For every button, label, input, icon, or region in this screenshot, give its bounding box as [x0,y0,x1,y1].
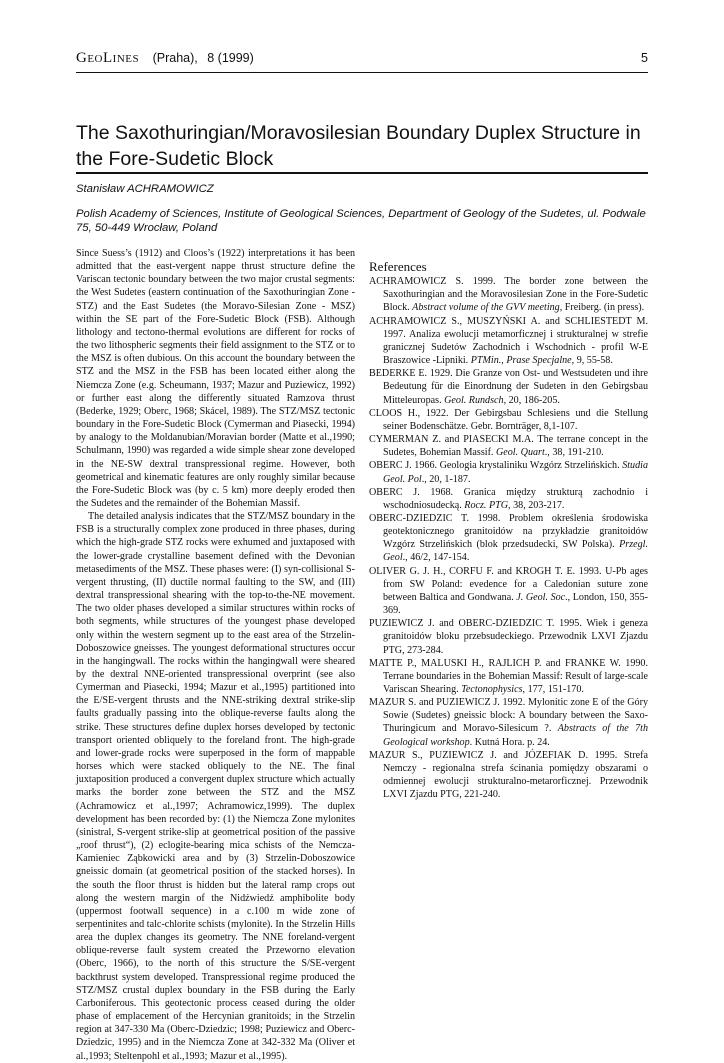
reference-details: ., 46/2, 147-154. [402,552,470,564]
reference-source: Rocz. PTG [464,499,509,511]
reference-text: OBERC J. 1968. Granica między strukturą zachodnio i wschodniosudecką. [369,486,648,511]
reference-text: OBERC-DZIEDZIC T. 1998. Problem określenia środowiska geotektonicznego granitoidów na przykładzie granitoidów Wzgórz Strzelińskich (blok przedsudecki, SW Polska). [369,512,648,551]
reference-text: ACHRAMOWICZ S., MUSZYŃSKI A. and SCHLIESTEDT M. 1997. Analiza ewolucji metamorficznej i strukturalnej w strefie granicznej Sudetów Zachodnich i Wschodnich - profil W-E Braszowice -Lipniki. [369,315,648,367]
reference-details: ., 38, 191-210. [544,447,604,459]
reference-details: ., London, 150, 355-369. [383,591,648,617]
reference-item [369,315,648,368]
reference-item [369,459,648,485]
reference-item [369,512,648,565]
reference-item [369,407,648,433]
body-paragraph-1: Since Suess’s (1912) and Cloos’s (1922) interpretations it has been admitted that the east-vergent nappe thrust structure define the Variscan tectonic boundary between the two major crustal segments: the West Sudetes (eastern continuation of the Saxothuringian Zone - STZ) and the East Sudetes (the Moravo-Silesian Zone - MSZ) within the SE part of the Fore-Sudetic Block (FSB). Although lithology and tectono-thermal evolutions are different for rocks of the two lithospheric segments their field assignment to the STZ or to the MSZ is often dubious. On this account the boundary between the STZ and the MSZ in the FSB has been located either along the Niemcza Zone (e.g. Scheumann, 1937; Mazur and Puziewicz, 1992) or further east along the differently situated Ramzova thrust (Bederke, 1929; Oberc, 1968; Skácel, 1989). The STZ/MSZ tectonic boundary in the Fore-Sudetic Block (Cymerman and Piasecki, 1994) by analogy to the Moldanubian/Moravian border (Matte et al.,1990; Schulmann, 1990) was regarded a wide simple shear zone developed in the NE-SW dextral transpressional regime. However, both geometrical and kinematic features are only roughly similar because the Fore-Sudetic Block was (by c. 5 km) more deeply eroded then the Sudetes and the remainder of the Bohemian Massif. [76,248,355,509]
reference-item [369,486,648,512]
title-rule [76,172,648,174]
reference-item [369,696,648,749]
running-head [76,50,648,70]
journal-issue: 8 (1999) [207,51,254,65]
page-number: 5 [641,51,648,65]
reference-source: Geol. Quart [495,447,545,459]
reference-details: , 9, 55-58. [571,355,613,367]
reference-list [369,275,648,801]
reference-item [369,367,648,406]
reference-details: , 20, 186-205. [503,394,560,406]
article-title: The Saxothuringian/Moravosilesian Boundary Duplex Structure in the Fore-Sudetic Block [76,122,641,170]
reference-details: , 177, 151-170. [522,684,584,695]
reference-text: CLOOS H., 1922. Der Gebirgsbau Schlesiens und die Stellung seiner Bodenschätze. Gebr. Bornträger, 8,1-107. [369,407,648,432]
body-paragraph-2: The detailed analysis indicates that the STZ/MSZ boundary in the FSB is a structurally complex zone produced in three phases, during which the high-grade STZ rocks were exhumed and juxtaposed with the lower-grade crystalline basement defined with the Devonian metasediments of the MSZ. These phases were: (I) syn-collisional S-vergent thrusting, (II) ductile normal faulting to the SW, and (III) dextral transpressional shearing with the top-to-the-NE movement. The two older phases developed a similar structures within rocks of both segments, while structures of the youngest phase developed only within the western segment up to the east area of the Strzelin-Doboszowice gneisses. The youngest deformational structures occur in the hangingwall. The rocks within the hangingwall were sheared by the dextral NNE-oriented transpressional overprint (see also Cymerman and Piasecki, 1994; Mazur et al.,1995) partitioned into the E/SE-vergent thrusts and the NNE-striking dextral strike-slip faults gradually passing into the oblique-reverse faults along the strike. These structures define duplex horses developed by tectonic transport oriented obliquely to the foreland front. The high-grade and lower-grade rocks were superposed in the form of mappable horses which were stacked obliquely to the NE. The final juxtaposition produced a convergent duplex structure which actually marks the border zone between the STZ and the MSZ (Achramowicz et al.,1997; Achramowicz,1999). The duplex development has been recorded by: (1) the Niemcza Zone mylonites (sinistral, S-vergent strike-slip at geometrical position of the passive „roof thrust“), (2) eclogite-bearing mica schists of the Nemcza-Kamieniec Ząbkowicki area and by (3) Strzelin-Doboszowice gneissic domain (at geometrical position of the stacked horses). In the south the floor thrust is hidden but the lateral ramp crops out along the western margin of the Nidźwiedź amphibolite body (uppermost footwall sequence) in a c.100 m wide zone of serpentinites and talc-chlorite schists (mylonite). In the Strzelin Hills area the duplex changes its geometry. The NNE foreland-vergent oblique-reverse fault system created the Przeworno elevation (Oberc, 1966), to the north of this structure the S/SE-vergent backthrust system developed. Transpressional regime produced the STZ/MSZ crustal duplex boundary in the FSB during the Early Carboniferous. This geotectonic process ceased during the older phase of emplacement of the Hercynian granitoids; in the Strzelin region at 347-330 Ma (Oberc-Dziedzic; 1998; Puziewicz and Oberc-Dziedzic, 1995) and in the Niemcza Zone at 342-332 Ma (Oliver et al.,1993; Steltenpohl et al.,1993; Mazur et al.,1995). [76,511,355,1062]
reference-text: BEDERKE E. 1929. Die Granze von Ost- und Westsudeten und ihre Bedeutung für die Einordnung der Sudeten in den Gebirgsbau Mitteleuropas. [369,368,648,406]
references-heading: References [369,259,427,274]
reference-text: MAZUR S., PUZIEWICZ J. and JÓZEFIAK D. 1995. Strefa Nemczy - regionalna strefa ścinania pomiędzy obszarami o odmiennej ewolucji strukturalno-metarorficznej. Przewodnik LXVI Zjazdu PTG, 221-240. [369,749,648,801]
reference-item [369,433,648,459]
journal-city: (Praha), [152,51,198,65]
body-column-right [369,247,648,801]
reference-source: PTMin., Prase Specjalne [470,355,572,367]
reference-source: Przegl. Geol [383,539,648,564]
reference-text: ACHRAMOWICZ S. 1999. The border zone between the Saxothuringian and the Moravosilesian Zone in the Fore-Sudetic Block. [369,276,648,314]
reference-item [369,749,648,802]
reference-source: Geol. Rundsch [444,394,504,406]
reference-details: . Kutná Hora. p. 24. [469,736,550,748]
body-column-left [76,247,355,1063]
reference-item [369,657,648,696]
reference-source: Tectonophysics [461,684,523,695]
author-name: Stanisław ACHRAMOWICZ [76,183,214,195]
reference-source: Abstract volume of the GVV meeting [412,302,560,314]
reference-item [369,617,648,656]
reference-item [369,275,648,314]
reference-details: ., 20, 1-187. [421,473,471,485]
reference-source: Studia Geol. Pol [383,460,648,485]
author-affiliation: Polish Academy of Sciences, Institute of Geological Sciences, Department of Geology of the Sudetes, ul. Podwale 75, 50-449 Wrocław, Poland [76,208,646,234]
reference-details: , Freiberg. (in press). [559,302,645,314]
reference-source: J. Geol. Soc [516,591,566,603]
journal-name: GeoLines [76,50,140,66]
reference-text: PUZIEWICZ J. and OBERC-DZIEDZIC T. 1995. Wiek i geneza granitoidów bloku przebsudeckiego. Przewodnik LXVI Zjazdu PTG, 273-284. [369,618,648,656]
reference-text: CYMERMAN Z. and PIASECKI M.A. The terrane concept in the Sudetes, Bohemian Massif. [369,434,648,459]
reference-source: Abstracts of the 7th Geological workshop [383,723,648,748]
reference-item [369,565,648,618]
reference-text: MATTE P., MALUSKI H., RAJLICH P. and FRANKE W. 1990. Terrane boundaries in the Bohemian Massif: Result of large-scale Variscan Shearing. [369,657,648,695]
reference-text: MAZUR S. and PUZIEWICZ J. 1992. Mylonitic zone E of the Góry Sowie (Sudetes) gneissic block: A boundary between the Saxo-Thuringicum and Moravo-Silesicum ?. [369,697,648,735]
reference-text: OLIVER G. J. H., CORFU F. and KROGH T. E. 1993. U-Pb ages from SW Poland: evedence for a Caledonian suture zone between Baltica and Gondwana. [369,565,648,603]
header-rule [76,72,648,73]
reference-details: , 38, 203-217. [508,499,565,511]
reference-text: OBERC J. 1966. Geologia krystaliniku Wzgórz Strzelińskich. [369,460,623,472]
